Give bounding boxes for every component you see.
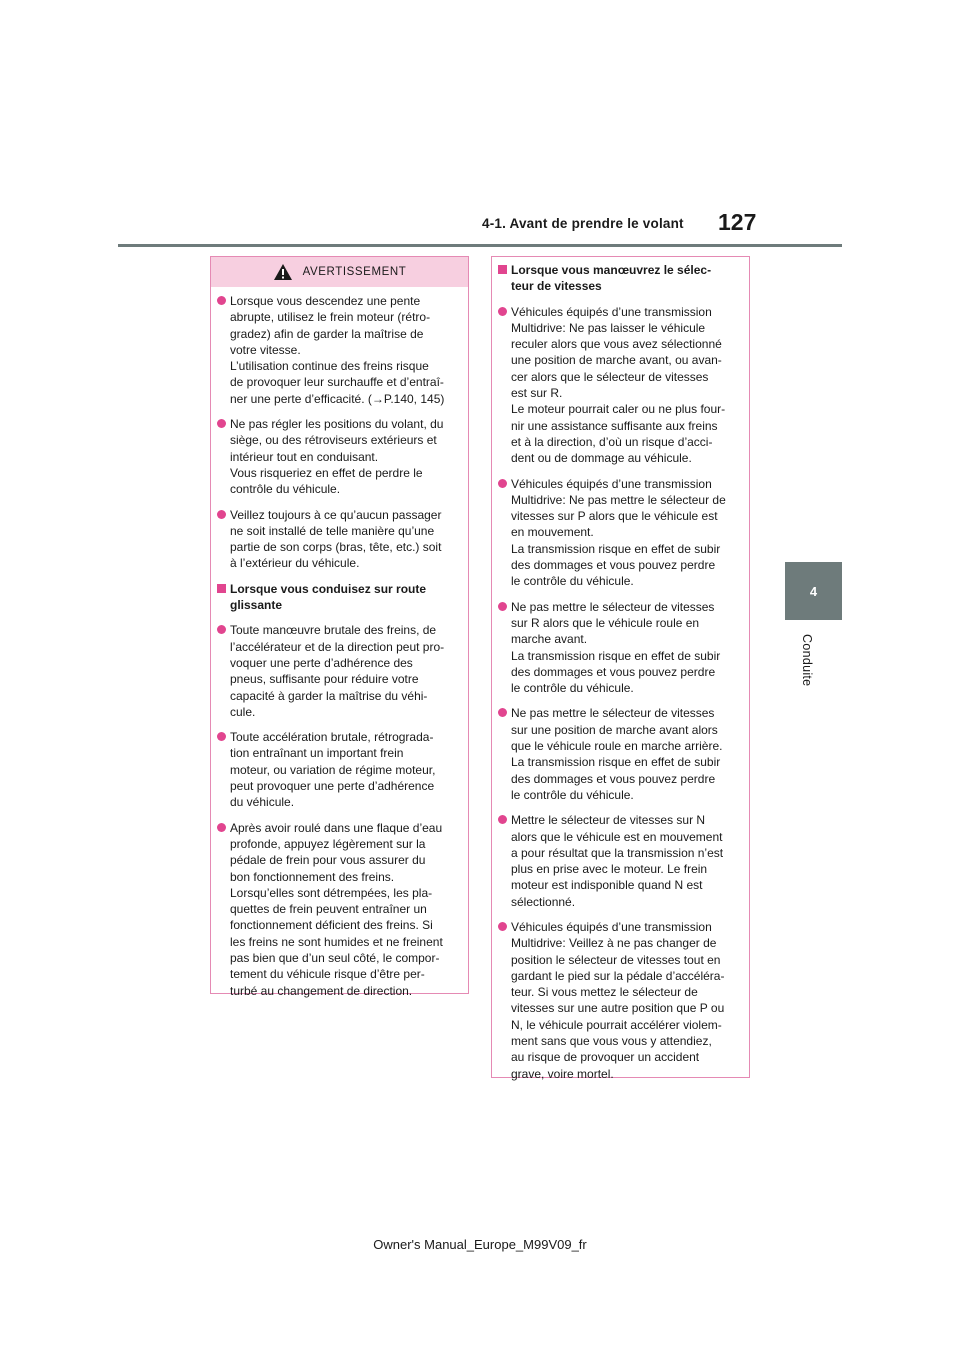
text-line: nir une assistance suffisante aux freins [511, 418, 718, 433]
chapter-label: Conduite [800, 634, 814, 687]
text-line: Toute manœuvre brutale des freins, de [230, 623, 437, 638]
text-line: pas bien que d’un seul côté, le compor- [230, 950, 440, 965]
text-line: Après avoir roulé dans une flaque d’eau [230, 820, 443, 835]
bullet-icon [217, 625, 226, 634]
text-line: moteur, ou variation de régime moteur, [230, 762, 436, 777]
text-line: cer alors que le sélecteur de vitesses [511, 369, 709, 384]
text-line: quettes de frein peuvent entraîner un [230, 902, 427, 917]
text-line: le contrôle du véhicule. [511, 574, 634, 589]
text-line: Lorsque vous conduisez sur route [230, 581, 427, 596]
text-line: le contrôle du véhicule. [511, 787, 634, 802]
text-line: tion entraînant un important frein [230, 746, 404, 761]
text-line: abrupte, utilisez le frein moteur (rétro- [230, 310, 431, 325]
text-line: grave, voire mortel. [511, 1066, 614, 1081]
text-line: ment sans que vous vous y attendiez, [511, 1034, 712, 1049]
section-heading [498, 262, 741, 295]
gear-selector-box [491, 256, 750, 1081]
text-line: que le véhicule roule en marche arrière. [511, 739, 723, 754]
text-line: vitesses sur une autre position que P ou [511, 1001, 725, 1016]
list-item [498, 476, 741, 590]
text-line: une position de marche avant, ou avan- [511, 353, 722, 368]
text-line: de provoquer leur surchauffe et d’entraî- [230, 375, 444, 390]
text-line: moteur est indisponible quand N est [511, 878, 703, 893]
bullet-icon [498, 708, 507, 717]
text-line: sur une position de marche avant alors [511, 722, 718, 737]
bullet-icon [217, 296, 226, 305]
warning-content [211, 287, 468, 1014]
text-line: capacité à garder la maîtrise du véhi- [230, 688, 428, 703]
text-line: vitesses sur P alors que le véhicule est [511, 509, 718, 524]
warning-header [211, 257, 468, 287]
text-line: Vous risqueriez en effet de perdre le [230, 465, 423, 480]
gear-selector-content [492, 257, 749, 1097]
section-heading [217, 581, 460, 614]
text-line: dent ou de dommage au véhicule. [511, 451, 692, 466]
text-line: peut provoquer une perte d’adhérence [230, 779, 435, 794]
text-line: gardant le pied sur la pédale d’accéléra- [511, 968, 725, 983]
text-line: est sur R. [511, 386, 563, 401]
warning-title: AVERTISSEMENT [302, 266, 407, 278]
text-line: reculer alors que vous avez sélectionné [511, 337, 722, 352]
text-line: contrôle du véhicule. [230, 482, 341, 497]
text-line: le contrôle du véhicule. [511, 681, 634, 696]
bullet-icon [498, 922, 507, 931]
text-line: Multidrive: Ne pas laisser le véhicule [511, 320, 706, 335]
text-line: Lorsque vous manœuvrez le sélec- [511, 263, 712, 277]
list-item [217, 622, 460, 720]
text-line: marche avant. [511, 632, 588, 647]
text-line: ner une perte d’efficacité. (→P.140, 145) [230, 391, 445, 406]
text-line: votre vitesse. [230, 342, 301, 357]
text-line: en mouvement. [511, 525, 594, 540]
text-line: position le sélecteur de vitesses tout en [511, 952, 721, 967]
text-line: L’utilisation continue des freins risque [230, 359, 429, 374]
text-line: Veillez toujours à ce qu’aucun passager [230, 507, 442, 522]
list-item [498, 599, 741, 697]
list-item [217, 507, 460, 572]
text-line: Toute accélération brutale, rétrograda- [230, 730, 434, 745]
header-divider [118, 244, 842, 247]
text-line: voquer une perte d’adhérence des [230, 655, 413, 670]
list-item [217, 820, 460, 999]
text-line: Multidrive: Veillez à ne pas changer de [511, 936, 717, 951]
list-item [498, 812, 741, 910]
text-line: à l’extérieur du véhicule. [230, 556, 360, 571]
text-line: intérieur tout en conduisant. [230, 449, 379, 464]
list-item [217, 416, 460, 497]
list-item [498, 304, 741, 467]
text-line: Lorsque vous descendez une pente [230, 294, 421, 308]
bullet-icon [217, 732, 226, 741]
list-item [498, 919, 741, 1082]
text-line: pneus, suffisante pour réduire votre [230, 672, 419, 687]
list-item [217, 293, 460, 407]
text-line: alors que le véhicule est en mouvement [511, 829, 723, 844]
text-line: Le moteur pourrait caler ou ne plus four- [511, 402, 726, 417]
text-line: Véhicules équipés d’une transmission [511, 304, 712, 319]
text-line: pédale de frein pour vous assurer du [230, 853, 426, 868]
text-line: La transmission risque en effet de subir [511, 755, 721, 770]
text-line: l’accélérateur et de la direction peut pro- [230, 639, 445, 654]
chapter-number: 4 [809, 583, 818, 599]
bullet-icon [498, 307, 507, 316]
text-line: teur. Si vous mettez le sélecteur de [511, 985, 698, 1000]
text-line: du véhicule. [230, 795, 295, 810]
text-line: des dommages et vous pouvez perdre [511, 771, 716, 786]
square-marker-icon [498, 265, 507, 274]
square-marker-icon [217, 584, 226, 593]
bullet-icon [217, 823, 226, 832]
list-item [217, 729, 460, 810]
text-line: Multidrive: Ne pas mettre le sélecteur de [511, 492, 726, 507]
text-line: bon fonctionnement des freins. [230, 869, 395, 884]
text-line: fonctionnement déficient des freins. Si [230, 918, 433, 933]
text-line: Ne pas régler les positions du volant, du [230, 417, 444, 432]
footer-text: Owner's Manual_Europe_M99V09_fr [373, 1237, 587, 1252]
text-line: Véhicules équipés d’une transmission [511, 476, 712, 491]
text-line: Mettre le sélecteur de vitesses sur N [511, 813, 706, 828]
text-line: Lorsqu’elles sont détrempées, les pla- [230, 885, 433, 900]
text-line: teur de vitesses [511, 279, 602, 294]
text-line: Ne pas mettre le sélecteur de vitesses [511, 706, 715, 721]
text-line: tement du véhicule risque d’être per- [230, 967, 425, 982]
text-line: Ne pas mettre le sélecteur de vitesses [511, 599, 715, 614]
text-line: Véhicules équipés d’une transmission [511, 919, 712, 934]
text-line: ne soit installé de telle manière qu’une [230, 523, 435, 538]
text-line: La transmission risque en effet de subir [511, 648, 721, 663]
text-line: partie de son corps (bras, tête, etc.) soit [230, 540, 442, 555]
text-line: sélectionné. [511, 894, 576, 909]
text-line: les freins ne sont humides et ne freinent [230, 934, 443, 949]
text-line: turbé au changement de direction. [230, 983, 413, 998]
text-line: au risque de provoquer un accident [511, 1050, 700, 1065]
text-line: et à la direction, d’où un risque d’acci- [511, 434, 713, 449]
text-line: des dommages et vous pouvez perdre [511, 558, 716, 573]
text-line: des dommages et vous pouvez perdre [511, 664, 716, 679]
text-line: La transmission risque en effet de subir [511, 541, 721, 556]
chapter-tab [785, 562, 842, 620]
text-line: N, le véhicule pourrait accélérer violem- [511, 1017, 722, 1032]
list-item [498, 705, 741, 803]
page-number: 127 [718, 209, 757, 235]
warning-box [210, 256, 469, 998]
warning-triangle-icon [273, 263, 293, 281]
bullet-icon [217, 510, 226, 519]
text-line: a pour résultat que la transmission n’est [511, 845, 724, 860]
section-title: 4-1. Avant de prendre le volant [482, 216, 684, 231]
text-line: profonde, appuyez légèrement sur la [230, 836, 426, 851]
bullet-icon [498, 815, 507, 824]
text-line: gradez) afin de garder la maîtrise de [230, 326, 424, 341]
bullet-icon [217, 419, 226, 428]
bullet-icon [498, 479, 507, 488]
text-line: glissante [230, 598, 283, 613]
text-line: cule. [230, 704, 256, 719]
text-line: sur R alors que le véhicule roule en [511, 615, 700, 630]
bullet-icon [498, 602, 507, 611]
text-line: siège, ou des rétroviseurs extérieurs et [230, 433, 437, 448]
text-line: plus en prise avec le moteur. Le frein [511, 862, 708, 877]
